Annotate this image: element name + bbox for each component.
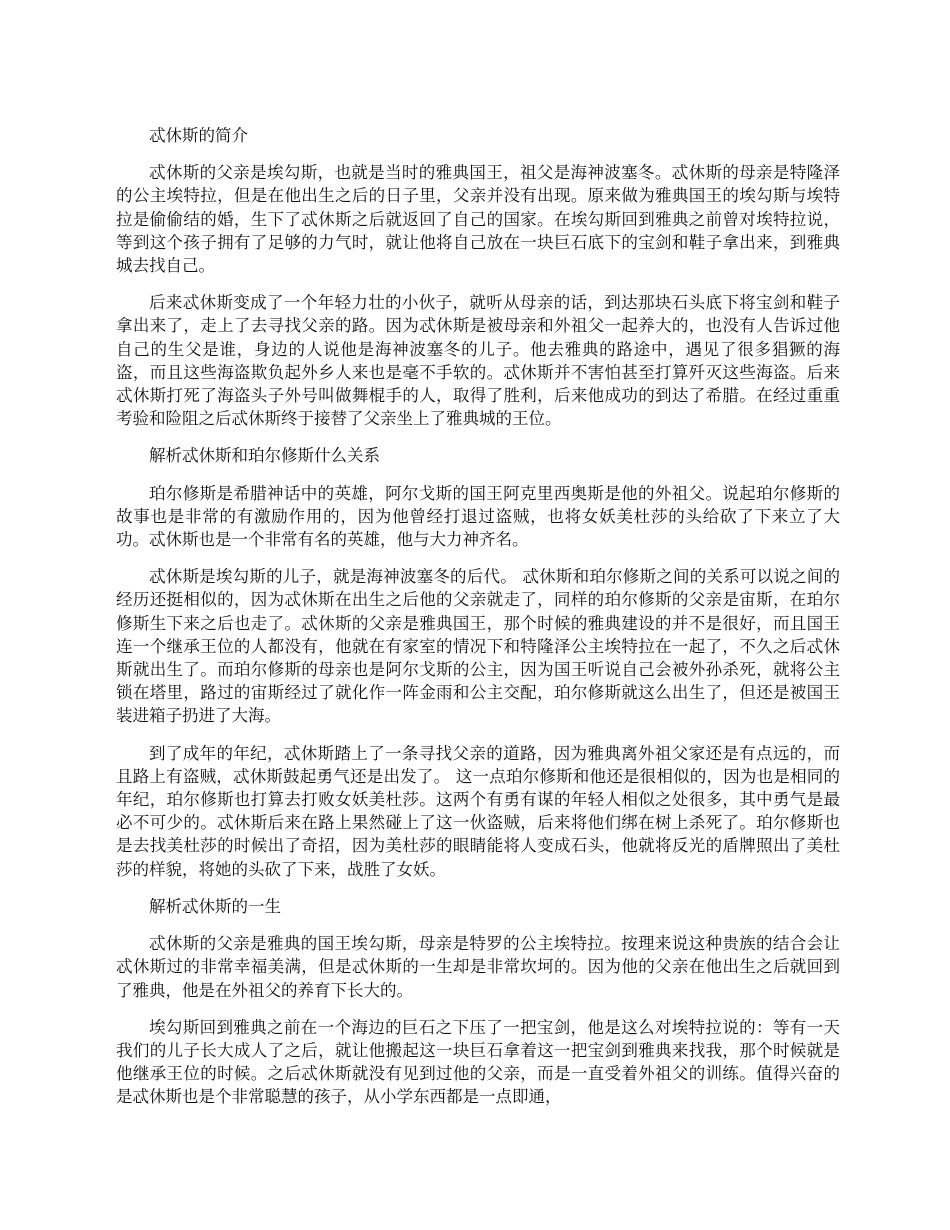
paragraph: 后来忒休斯变成了一个年轻力壮的小伙子，就听从母亲的话，到达那块石头底下将宝剑和鞋子拿出来了，走上了去寻找父亲的路。因为忒休斯是被母亲和外祖父一起养大的，也没有人告诉过他自己的生父是谁，身边的人说他是海神波塞冬的儿子。他去雅典的路途中，遇见了很多猖獗的海盗，而且这些海盗欺负起外乡人来也是毫不手软的。忒休斯并不害怕甚至打算歼灭这些海盗。后来忒休斯打死了海盗头子外号叫做舞棍手的人，取得了胜利，后来他成功的到达了希腊。在经过重重考验和险阻之后忒休斯终于接替了父亲坐上了雅典城的王位。 — [116, 293, 840, 429]
paragraph: 忒休斯的父亲是雅典的国王埃勾斯，母亲是特罗的公主埃特拉。按理来说这种贵族的结合会让忒休斯过的非常幸福美满，但是忒休斯的一生却是非常坎坷的。因为他的父亲在他出生之后就回到了雅典，他是在外祖父的养育下长大的。 — [116, 934, 840, 1000]
paragraph: 忒休斯的父亲是埃勾斯，也就是当时的雅典国王，祖父是海神波塞冬。忒休斯的母亲是特隆泽的公主埃特拉，但是在他出生之后的日子里，父亲并没有出现。原来做为雅典国王的埃勾斯与埃特拉是偷偷结的婚，生下了忒休斯之后就返回了自己的国家。在埃勾斯回到雅典之前曾对埃特拉说，等到这个孩子拥有了足够的力气时，就让他将自己放在一块巨石底下的宝剑和鞋子拿出来，到雅典城去找自己。 — [116, 163, 840, 276]
section-heading-life: 解析忒休斯的一生 — [149, 896, 281, 916]
document-page — [116, 124, 840, 1123]
section-heading-relationship: 解析忒休斯和珀尔修斯什么关系 — [149, 446, 380, 466]
paragraph: 埃勾斯回到雅典之前在一个海边的巨石之下压了一把宝剑，他是这么对埃特拉说的：等有一天我们的儿子长大成人了之后，就让他搬起这一块巨石拿着这一把宝剑到雅典来找我，那个时候就是他继承王位的时候。之后忒休斯就没有见到过他的父亲，而是一直受着外祖父的训练。值得兴奋的是忒休斯也是个非常聪慧的孩子，从小学东西都是一点即通， — [116, 1017, 840, 1107]
paragraph: 忒休斯是埃勾斯的儿子，就是海神波塞冬的后代。 忒休斯和珀尔修斯之间的关系可以说之间的经历还挺相似的，因为忒休斯在出生之后他的父亲就走了，同样的珀尔修斯的父亲是宙斯，在珀尔修斯生下来之后也走了。忒休斯的父亲是雅典国王，那个时候的雅典建设的并不是很好，而且国王连一个继承王位的人都没有，他就在有家室的情况下和特隆泽公主埃特拉在一起了，不久之后忒休斯就出生了。而珀尔修斯的母亲也是阿尔戈斯的公主，因为国王听说自己会被外孙杀死，就将公主锁在塔里，路过的宙斯经过了就化作一阵金雨和公主交配，珀尔修斯就这么出生了，但还是被国王装进箱子扔进了大海。 — [116, 567, 840, 726]
section-heading-intro: 忒休斯的简介 — [149, 126, 248, 145]
paragraph: 珀尔修斯是希腊神话中的英雄，阿尔戈斯的国王阿克里西奥斯是他的外祖父。说起珀尔修斯的故事也是非常的有激励作用的，因为他曾经打退过盗贼，也将女妖美杜莎的头给砍了下来立了大功。忒休斯也是一个非常有名的英雄，他与大力神齐名。 — [116, 483, 840, 550]
paragraph: 到了成年的年纪，忒休斯踏上了一条寻找父亲的道路，因为雅典离外祖父家还是有点远的，而且路上有盗贼，忒休斯鼓起勇气还是出发了。 这一点珀尔修斯和他还是很相似的，因为也是相同的年纪，珀尔修斯也打算去打败女妖美杜莎。这两个有勇有谋的年轻人相似之处很多，其中勇气是最必不可少的。忒休斯后来在路上果然碰上了这一伙盗贼，后来将他们绑在树上杀死了。珀尔修斯也是去找美杜莎的时候出了奇招，因为美杜莎的眼睛能将人变成石头，他就将反光的盾牌照出了美杜莎的样貌，将她的头砍了下来，战胜了女妖。 — [116, 743, 840, 879]
